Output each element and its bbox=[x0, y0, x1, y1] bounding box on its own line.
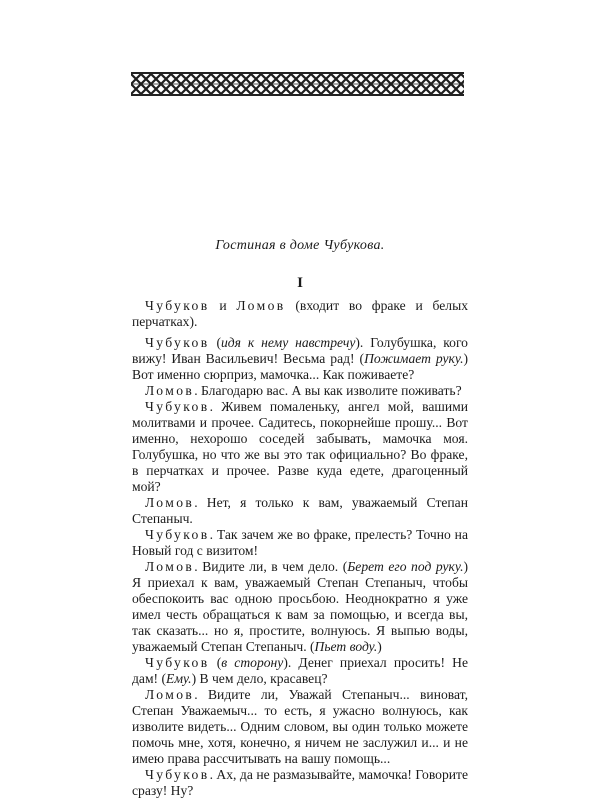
speaker-name: Чубуков bbox=[145, 655, 210, 670]
line-text: ) bbox=[377, 639, 382, 654]
cast-line bbox=[132, 298, 468, 330]
line-text: . Видите ли, в чем дело. ( bbox=[194, 559, 348, 574]
line-text: ) В чем дело, красавец? bbox=[191, 671, 328, 686]
dialogue-line bbox=[132, 383, 468, 399]
line-text: ( bbox=[209, 655, 222, 670]
dialogue-line bbox=[132, 767, 468, 799]
line-text: ) Вот именно сюрприз, мамочка... Как поживаете? bbox=[132, 351, 468, 382]
scene-number: I bbox=[297, 275, 303, 291]
speaker-name: Ломов bbox=[145, 559, 195, 574]
speaker-name: Чубуков bbox=[145, 399, 210, 414]
speaker-name: Ломов bbox=[236, 298, 286, 313]
line-text: ( bbox=[209, 335, 221, 350]
lattice-ornament bbox=[131, 74, 464, 94]
scene-text bbox=[132, 298, 468, 799]
decorative-ornament-band bbox=[131, 72, 464, 96]
stage-direction: в сторону bbox=[221, 655, 284, 670]
speaker-name: Чубуков bbox=[145, 527, 210, 542]
line-text: ) Я приехал к вам, уважаемый Степан Степаныч, чтобы обеспокоить вас одною просьбою. Неоднократно я уже имел честь обращаться к вам за помощью, и всегда вы, так сказать... но я, простите, волнуюсь. Я выпью воды, уважаемый Степан Степаныч. ( bbox=[132, 559, 468, 654]
speaker-name: Ломов bbox=[145, 383, 195, 398]
dialogue-line bbox=[132, 655, 468, 687]
line-text: . Благодарю вас. А вы как изволите поживать? bbox=[194, 383, 462, 398]
dialogue-line bbox=[132, 687, 468, 767]
stage-direction: Берет его под руку. bbox=[347, 559, 464, 574]
stage-direction: Пьет воду. bbox=[314, 639, 378, 654]
line-text: ). Денег приехал просить! Не дам! ( bbox=[132, 655, 468, 686]
dialogue-line bbox=[132, 335, 468, 383]
speaker-name: Ломов bbox=[145, 495, 195, 510]
speaker-name: Ломов bbox=[145, 687, 195, 702]
speaker-name: Чубуков bbox=[145, 767, 210, 782]
dialogue-line bbox=[132, 399, 468, 495]
line-text: . Нет, я только к вам, уважаемый Степан Степаныч. bbox=[132, 495, 468, 526]
line-text: . Видите ли, Уважай Степаныч... виноват, Степан Уважаемыч... то есть, я ужасно волнуюсь, как изволите видеть... Одним словом, вы один только можете помочь мне, хотя, конечно, я ничем не заслужил и... и не имею права рассчитывать на вашу помощь... bbox=[132, 687, 468, 766]
conjunction: и bbox=[209, 298, 237, 313]
dialogue-line bbox=[132, 527, 468, 559]
speaker-name: Чубуков bbox=[145, 335, 210, 350]
stage-location-heading: Гостиная в доме Чубукова. bbox=[215, 238, 385, 253]
line-text: . Так зачем же во фраке, прелесть? Точно на Новый год с визитом! bbox=[132, 527, 468, 558]
dialogue-line bbox=[132, 495, 468, 527]
dialogue-line bbox=[132, 559, 468, 655]
stage-note: (входит во фраке и белых перчатках). bbox=[132, 298, 468, 329]
stage-direction: идя к нему навстречу bbox=[220, 335, 356, 350]
stage-direction: Пожимает руку. bbox=[364, 351, 464, 366]
line-text: . Живем помаленьку, ангел мой, вашими молитвами и прочее. Садитесь, покорнейше прошу... Вот именно, нехорошо соседей забывать, мамочка моя. Голубушка, но что же вы это так официально? Во фраке, в перчатках и прочее. Разве куда едете, драгоценный мой? bbox=[132, 399, 468, 494]
line-text: ). Голубушка, кого вижу! Иван Васильевич! Весьма рад! ( bbox=[132, 335, 468, 366]
speaker-name: Чубуков bbox=[145, 298, 210, 313]
stage-direction: Ему. bbox=[166, 671, 192, 686]
line-text: . Ах, да не размазывайте, мамочка! Говорите сразу! Ну? bbox=[132, 767, 468, 798]
